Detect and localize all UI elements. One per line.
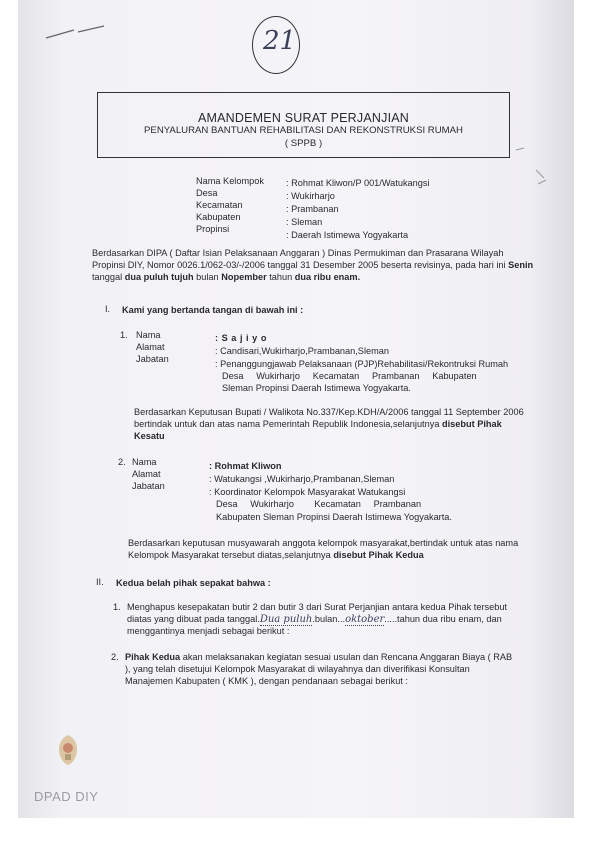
document-title: AMANDEMEN SURAT PERJANJIAN xyxy=(197,111,410,125)
party-1-number: 1. xyxy=(120,330,128,340)
party-1-basis-line-3: Kesatu xyxy=(134,431,165,441)
label-nama-kelompok: Nama Kelompok xyxy=(196,176,264,186)
label-propinsi: Propinsi xyxy=(196,224,230,234)
intro-line-3: tanggal dua puluh tujuh bulan Nopember tahun dua ribu enam. xyxy=(92,272,361,282)
item-2-line-3: Manajemen Kabupaten ( KMK ), dengan pendanaan sebagai berikut : xyxy=(125,676,408,686)
handwritten-page-number: 21 xyxy=(263,26,297,56)
section-1-heading: Kami yang bertanda tangan di bawah ini : xyxy=(122,305,304,315)
document-abbreviation: ( SPPB ) xyxy=(284,138,323,149)
value-propinsi: : Daerah Istimewa Yogyakarta xyxy=(286,230,409,240)
party-2-nama-value: : Rohmat Kliwon xyxy=(209,461,282,471)
archive-seal-icon xyxy=(56,734,80,766)
item-1-line-3: menggantinya menjadi sebagai berikut : xyxy=(127,626,290,636)
handwritten-date-day: Dua puluh xyxy=(259,614,313,625)
party-1-alamat-label: Alamat xyxy=(136,342,165,352)
pencil-mark xyxy=(44,24,114,44)
document-subtitle: PENYALURAN BANTUAN REHABILITASI DAN REKONSTRUKSI RUMAH xyxy=(144,125,463,136)
party-2-alamat-label: Alamat xyxy=(132,469,161,479)
item-2-line-2: ), yang telah disetujui Kelompok Masyarakat di wilayahnya dan diverifikasi Konsultan xyxy=(125,664,470,674)
party-1-jabatan-line-1: : Penanggungjawab Pelaksanaan (PJP)Rehabilitasi/Rekontruksi Rumah xyxy=(215,359,509,369)
item-1-number: 1. xyxy=(113,602,121,612)
value-nama-kelompok: : Rohmat Kliwon/P 001/Watukangsi xyxy=(286,178,430,188)
party-1-nama-value: : S a j i y o xyxy=(215,333,267,343)
party-2-basis-line-2: Kelompok Masyarakat tersebut diatas,selanjutnya disebut Pihak Kedua xyxy=(128,550,424,560)
party-1-basis-line-2: bertindak untuk dan atas nama Pemerintah Republik Indonesia,selanjutnya disebut Pihak xyxy=(134,419,502,429)
party-1-alamat-value: : Candisari,Wukirharjo,Prambanan,Sleman xyxy=(215,346,389,356)
handwritten-date-month: oktober xyxy=(345,614,385,625)
intro-line-2: Propinsi DIY, Nomor 0026.1/062-03/-/2006 tanggal 31 Desember 2005 beserta revisinya, pada hari ini Senin xyxy=(92,260,534,270)
item-2-number: 2. xyxy=(111,652,119,662)
section-2-number: II. xyxy=(96,577,104,587)
party-2-basis-line-1: Berdasarkan keputusan musyawarah anggota kelompok masyarakat,bertindak untuk atas nama xyxy=(128,538,519,548)
party-2-jabatan-line-3: Kabupaten Sleman Propinsi Daerah Istimewa Yogyakarta. xyxy=(216,512,452,522)
party-2-number: 2. xyxy=(118,457,126,467)
party-1-basis-line-1: Berdasarkan Keputusan Bupati / Walikota No.337/Kep.KDH/A/2006 tanggal 11 September 2006 xyxy=(134,407,524,417)
party-1-nama-label: Nama xyxy=(136,330,161,340)
party-2-jabatan-line-1: : Koordinator Kelompok Masyarakat Watukangsi xyxy=(209,487,406,497)
value-desa: : Wukirharjo xyxy=(286,191,335,201)
label-kabupaten: Kabupaten xyxy=(196,212,241,222)
intro-line-1: Berdasarkan DIPA ( Daftar Isian Pelaksanaan Anggaran ) Dinas Permukiman dan Prasarana Wilayah xyxy=(92,248,504,258)
party-1-jabatan-line-3: Sleman Propinsi Daerah Istimewa Yogyakarta. xyxy=(222,383,411,393)
party-2-jabatan-label: Jabatan xyxy=(132,481,165,491)
value-kecamatan: : Prambanan xyxy=(286,204,339,214)
watermark: DPAD DIY xyxy=(34,789,99,804)
margin-mark xyxy=(510,140,550,190)
section-1-number: I. xyxy=(105,304,111,314)
label-desa: Desa xyxy=(196,188,218,198)
party-1-jabatan-line-2: Desa Wukirharjo Kecamatan Prambanan Kabupaten xyxy=(222,371,477,381)
section-2-heading: Kedua belah pihak sepakat bahwa : xyxy=(116,578,271,588)
label-kecamatan: Kecamatan xyxy=(196,200,243,210)
item-1-line-1: Menghapus kesepakatan butir 2 dan butir 3 dari Surat Perjanjian antara kedua Pihak tersebut xyxy=(127,602,507,612)
title-box xyxy=(97,92,510,158)
party-2-alamat-value: : Watukangsi ,Wukirharjo,Prambanan,Sleman xyxy=(209,474,395,484)
item-2-line-1: Pihak Kedua akan melaksanakan kegiatan sesuai usulan dan Rencana Anggaran Biaya ( RAB xyxy=(125,652,513,662)
party-2-nama-label: Nama xyxy=(132,457,157,467)
item-1-line-2: diatas yang dibuat pada tanggal.Dua puluh.bulan...oktober.....tahun dua ribu enam, dan xyxy=(127,614,502,625)
value-kabupaten: : Sleman xyxy=(286,217,323,227)
party-2-jabatan-line-2: Desa Wukirharjo Kecamatan Prambanan xyxy=(216,499,422,509)
party-1-jabatan-label: Jabatan xyxy=(136,354,169,364)
